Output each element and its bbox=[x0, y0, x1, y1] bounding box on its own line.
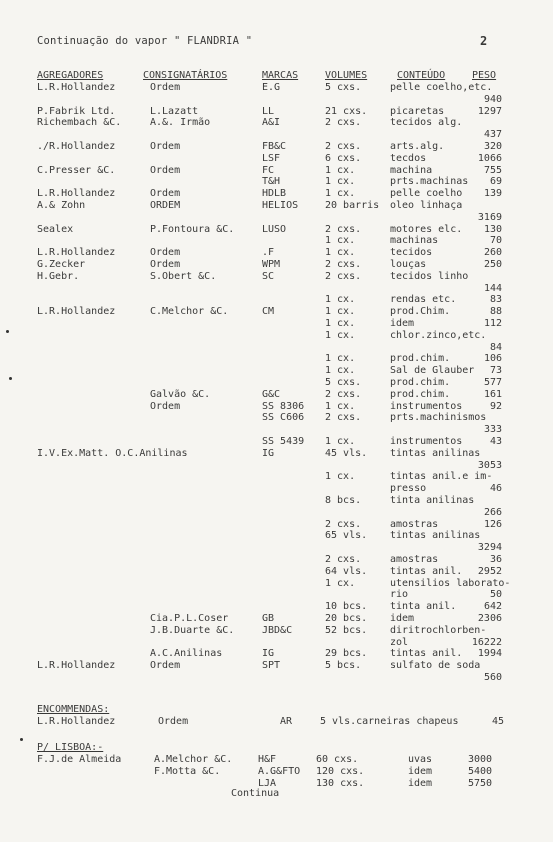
cell-c3: IG bbox=[262, 447, 275, 459]
cell-c4: 1 cx. bbox=[325, 247, 356, 259]
cell-c6: 940 bbox=[483, 93, 502, 105]
cell-c5: tecidos bbox=[390, 247, 433, 259]
cell-c6: 161 bbox=[483, 388, 502, 400]
lisboa-cell-c6: 5400 bbox=[468, 766, 493, 777]
cell-c1: A.& Zohn bbox=[37, 200, 86, 211]
cell-c6: 2952 bbox=[477, 565, 502, 577]
cell-c4: 5 cxs. bbox=[325, 377, 362, 388]
cell-c5: pelle coelho,etc. bbox=[390, 82, 493, 93]
cell-c3: GB bbox=[262, 613, 275, 624]
cell-c5: motores elc. bbox=[390, 223, 463, 235]
cell-c3: .F bbox=[262, 247, 275, 259]
cell-c2: Ordem bbox=[150, 400, 181, 412]
cell-c5: rio bbox=[390, 589, 409, 601]
cell-c2: Ordem bbox=[150, 259, 181, 270]
cell-c6: 755 bbox=[483, 164, 502, 176]
cell-c5: presso bbox=[390, 483, 427, 495]
cell-c5: prod.chim. bbox=[390, 353, 451, 365]
cell-c2: Ordem bbox=[150, 188, 181, 200]
col-header-consignatarios: CONSIGNATÁRIOS bbox=[143, 70, 228, 81]
cell-c5: pelle coelho bbox=[390, 188, 463, 200]
cell-c2: Ordem bbox=[150, 141, 181, 152]
cell-c3: LUSO bbox=[262, 223, 287, 235]
cell-c3: SS C606 bbox=[262, 412, 305, 424]
cell-c2: Ordem bbox=[150, 164, 181, 176]
cell-c6: 126 bbox=[483, 518, 502, 530]
cell-c5: instrumentos bbox=[390, 436, 463, 447]
cell-c6: 437 bbox=[483, 129, 502, 141]
cell-c2: P.Fontoura &C. bbox=[150, 223, 235, 235]
cell-c5: tecidos linho bbox=[390, 270, 469, 282]
cell-c5: tintas anil. bbox=[390, 565, 463, 577]
cell-c6: 92 bbox=[489, 400, 502, 412]
cell-c5: louças bbox=[390, 259, 427, 270]
cell-c5: prod.chim. bbox=[390, 377, 451, 388]
lisboa-cell-c3: H&F bbox=[258, 754, 277, 765]
cell-c1: L.R.Hollandez bbox=[37, 188, 116, 200]
document-title: Continuação do vapor " FLANDRIA " bbox=[37, 35, 253, 47]
cell-c1: G.Zecker bbox=[37, 259, 86, 270]
margin-mark bbox=[6, 330, 9, 333]
cell-c2: L.Lazatt bbox=[150, 105, 199, 117]
cell-c4: 1 cx. bbox=[325, 436, 356, 447]
cell-c1: L.R.Hollandez bbox=[37, 82, 116, 93]
cell-c4: 2 cxs. bbox=[325, 259, 362, 270]
cell-c2: Ordem bbox=[150, 82, 181, 93]
cell-c5: tintas anil.e im- bbox=[390, 471, 493, 483]
cell-c4: 1 cx. bbox=[325, 329, 356, 341]
cell-c6: 3053 bbox=[477, 459, 502, 471]
cell-c1: I.V.Ex.Matt. O.C.Anilinas bbox=[37, 447, 188, 459]
cell-c3: IG bbox=[262, 648, 275, 660]
cell-c4: 2 cxs. bbox=[325, 388, 362, 400]
cell-c4: 1 cx. bbox=[325, 294, 356, 306]
margin-mark bbox=[20, 738, 23, 741]
cell-c3: SS 5439 bbox=[262, 436, 305, 447]
lisboa-cell-c4: 60 cxs. bbox=[316, 754, 359, 765]
encomendas-peso: 45 bbox=[492, 716, 505, 727]
cell-c6: 260 bbox=[483, 247, 502, 259]
cell-c5: prod.chim. bbox=[390, 388, 451, 400]
cell-c4: 5 bcs. bbox=[325, 660, 362, 672]
cell-c4: 1 cx. bbox=[325, 353, 356, 365]
cell-c1: Richembach &C. bbox=[37, 117, 122, 129]
cell-c3: WPM bbox=[262, 259, 281, 270]
cell-c6: 83 bbox=[489, 294, 502, 306]
cell-c6: 69 bbox=[489, 176, 502, 188]
cell-c6: 3294 bbox=[477, 542, 502, 554]
cell-c5: tinta anilinas bbox=[390, 495, 475, 506]
cell-c5: Sal de Glauber bbox=[390, 365, 475, 377]
cell-c4: 1 cx. bbox=[325, 471, 356, 483]
cell-c5: machina bbox=[390, 164, 433, 176]
cell-c2: A.C.Anilinas bbox=[150, 648, 223, 660]
cell-c1: Sealex bbox=[37, 223, 74, 235]
lisboa-cell-c5: idem bbox=[408, 766, 433, 777]
cell-c4: 2 cxs. bbox=[325, 223, 362, 235]
cell-c4: 29 bcs. bbox=[325, 648, 368, 660]
cell-c6: 1297 bbox=[477, 105, 502, 117]
cell-c4: 64 vls. bbox=[325, 565, 368, 577]
cell-c6: 73 bbox=[489, 365, 502, 377]
cell-c4: 1 cx. bbox=[325, 164, 356, 176]
cell-c4: 21 cxs. bbox=[325, 105, 368, 117]
cell-c1: ./R.Hollandez bbox=[37, 141, 116, 152]
cell-c4: 1 cx. bbox=[325, 188, 356, 200]
encomendas-marca: AR bbox=[280, 716, 293, 727]
cell-c3: E.G bbox=[262, 82, 281, 93]
encomendas-consignatario: Ordem bbox=[158, 716, 189, 727]
cell-c5: tintas anilinas bbox=[390, 530, 481, 542]
cell-c5: prts.machinas bbox=[390, 176, 469, 188]
cell-c6: 3169 bbox=[477, 211, 502, 223]
lisboa-cell-c3: LJA bbox=[258, 778, 277, 789]
lisboa-heading: P/ LISBOA:- bbox=[37, 742, 104, 753]
col-header-peso: PESO bbox=[472, 70, 497, 81]
cell-c4: 2 cxs. bbox=[325, 117, 362, 129]
cell-c6: 43 bbox=[489, 436, 502, 447]
cell-c4: 45 vls. bbox=[325, 447, 368, 459]
cell-c5: chlor.zinco,etc. bbox=[390, 329, 487, 341]
lisboa-cell-c4: 130 cxs. bbox=[316, 778, 365, 789]
cell-c5: instrumentos bbox=[390, 400, 463, 412]
cell-c5: tintas anilinas bbox=[390, 447, 481, 459]
col-header-conteudo: CONTEÚDO bbox=[397, 70, 446, 81]
cell-c4: 2 cxs. bbox=[325, 270, 362, 282]
cell-c4: 2 cxs. bbox=[325, 518, 362, 530]
cell-c3: LL bbox=[262, 105, 275, 117]
cell-c6: 2306 bbox=[477, 613, 502, 624]
cell-c4: 1 cx. bbox=[325, 318, 356, 329]
lisboa-cell-c6: 3000 bbox=[468, 754, 493, 765]
lisboa-cell-c1: F.J.de Almeida bbox=[37, 754, 122, 765]
col-header-marcas: MARCAS bbox=[262, 70, 299, 81]
cell-c6: 642 bbox=[483, 601, 502, 613]
cell-c3: T&H bbox=[262, 176, 281, 188]
cell-c1: L.R.Hollandez bbox=[37, 660, 116, 672]
col-header-volumes: VOLUMES bbox=[325, 70, 368, 81]
cell-c5: amostras bbox=[390, 518, 439, 530]
cell-c4: 1 cx. bbox=[325, 235, 356, 247]
cell-c5: diritrochlorben- bbox=[390, 624, 487, 636]
lisboa-cell-c4: 120 cxs. bbox=[316, 766, 365, 777]
lisboa-cell-c2: F.Motta &C. bbox=[154, 766, 221, 777]
cell-c4: 2 cxs. bbox=[325, 412, 362, 424]
lisboa-cell-c2: A.Melchor &C. bbox=[154, 754, 233, 765]
cell-c4: 20 bcs. bbox=[325, 613, 368, 624]
cell-c4: 10 bcs. bbox=[325, 601, 368, 613]
cell-c3: SS 8306 bbox=[262, 400, 305, 412]
encomendas-conteudo: 5 vls.carneiras chapeus bbox=[320, 716, 459, 727]
cell-c6: 139 bbox=[483, 188, 502, 200]
cell-c3: FB&C bbox=[262, 141, 287, 152]
cell-c2: ORDEM bbox=[150, 200, 181, 211]
cell-c6: 112 bbox=[483, 318, 502, 329]
cell-c4: 1 cx. bbox=[325, 577, 356, 589]
cell-c5: oleo linhaça bbox=[390, 200, 463, 211]
cell-c3: FC bbox=[262, 164, 275, 176]
cell-c5: prts.machinismos bbox=[390, 412, 487, 424]
cell-c4: 52 bcs. bbox=[325, 624, 368, 636]
cell-c4: 1 cx. bbox=[325, 306, 356, 318]
cell-c3: CM bbox=[262, 306, 275, 318]
cell-c6: 88 bbox=[489, 306, 502, 318]
cell-c3: G&C bbox=[262, 388, 281, 400]
cell-c3: JBD&C bbox=[262, 624, 293, 636]
cell-c5: picaretas bbox=[390, 105, 445, 117]
lisboa-cell-c6: 5750 bbox=[468, 778, 493, 789]
page-number: 2 bbox=[480, 34, 488, 48]
cell-c6: 46 bbox=[489, 483, 502, 495]
lisboa-cell-c5: idem bbox=[408, 778, 433, 789]
cell-c3: HELIOS bbox=[262, 200, 299, 211]
cell-c6: 16222 bbox=[471, 636, 502, 648]
cell-c6: 84 bbox=[489, 341, 502, 353]
cell-c5: idem bbox=[390, 613, 415, 624]
cell-c6: 333 bbox=[483, 424, 502, 436]
cell-c5: arts.alg. bbox=[390, 141, 445, 152]
cell-c2: C.Melchor &C. bbox=[150, 306, 229, 318]
cell-c3: A&I bbox=[262, 117, 281, 129]
col-header-agregadores: AGREGADORES bbox=[37, 70, 104, 81]
cell-c5: tinta anil. bbox=[390, 601, 457, 613]
cell-c2: Ordem bbox=[150, 660, 181, 672]
cell-c4: 2 cxs. bbox=[325, 554, 362, 565]
cell-c4: 20 barris bbox=[325, 200, 380, 211]
cell-c5: machinas bbox=[390, 235, 439, 247]
cell-c6: 70 bbox=[489, 235, 502, 247]
cell-c5: sulfato de soda bbox=[390, 660, 481, 672]
cell-c5: tecdos bbox=[390, 152, 427, 164]
cell-c3: SPT bbox=[262, 660, 281, 672]
cell-c5: prod.Chim. bbox=[390, 306, 451, 318]
cell-c4: 2 cxs. bbox=[325, 141, 362, 152]
cell-c6: 130 bbox=[483, 223, 502, 235]
cell-c1: L.R.Hollandez bbox=[37, 306, 116, 318]
cell-c1: H.Gebr. bbox=[37, 270, 80, 282]
lisboa-cell-c5: uvas bbox=[408, 754, 433, 765]
cell-c6: 250 bbox=[483, 259, 502, 270]
cell-c6: 266 bbox=[483, 506, 502, 518]
footer-continua: Continua bbox=[231, 788, 280, 799]
cell-c2: J.B.Duarte &C. bbox=[150, 624, 235, 636]
cell-c1: P.Fabrik Ltd. bbox=[37, 105, 116, 117]
cell-c5: tecidos alg. bbox=[390, 117, 463, 129]
cell-c5: tintas anil. bbox=[390, 648, 463, 660]
cell-c5: amostras bbox=[390, 554, 439, 565]
cell-c2: Galvão &C. bbox=[150, 388, 211, 400]
cell-c6: 1066 bbox=[477, 152, 502, 164]
cell-c6: 1994 bbox=[477, 648, 502, 660]
cell-c6: 106 bbox=[483, 353, 502, 365]
cell-c3: LSF bbox=[262, 152, 281, 164]
encomendas-heading: ENCOMMENDAS: bbox=[37, 704, 110, 715]
cell-c2: Ordem bbox=[150, 247, 181, 259]
cell-c4: 1 cx. bbox=[325, 400, 356, 412]
cell-c4: 8 bcs. bbox=[325, 495, 362, 506]
cell-c4: 1 cx. bbox=[325, 176, 356, 188]
cell-c4: 65 vls. bbox=[325, 530, 368, 542]
cell-c4: 1 cx. bbox=[325, 365, 356, 377]
cell-c5: idem bbox=[390, 318, 415, 329]
encomendas-agregador: L.R.Hollandez bbox=[37, 716, 116, 727]
cell-c4: 5 cxs. bbox=[325, 82, 362, 93]
cell-c6: 50 bbox=[489, 589, 502, 601]
cell-c6: 560 bbox=[483, 672, 502, 683]
cell-c3: HDLB bbox=[262, 188, 287, 200]
margin-mark bbox=[9, 377, 12, 380]
cell-c5: utensilios laborato- bbox=[390, 577, 511, 589]
cell-c6: 144 bbox=[483, 282, 502, 294]
lisboa-cell-c3: A.G&FTO bbox=[258, 766, 301, 777]
cell-c6: 577 bbox=[483, 377, 502, 388]
cell-c1: L.R.Hollandez bbox=[37, 247, 116, 259]
cell-c4: 6 cxs. bbox=[325, 152, 362, 164]
cell-c6: 320 bbox=[483, 141, 502, 152]
cell-c2: S.Obert &C. bbox=[150, 270, 217, 282]
cell-c3: SC bbox=[262, 270, 275, 282]
cell-c2: A.&. Irmão bbox=[150, 117, 211, 129]
cell-c2: Cia.P.L.Coser bbox=[150, 613, 229, 624]
cell-c5: rendas etc. bbox=[390, 294, 457, 306]
cell-c5: zol bbox=[390, 636, 409, 648]
cell-c1: C.Presser &C. bbox=[37, 164, 116, 176]
cell-c6: 36 bbox=[489, 554, 502, 565]
